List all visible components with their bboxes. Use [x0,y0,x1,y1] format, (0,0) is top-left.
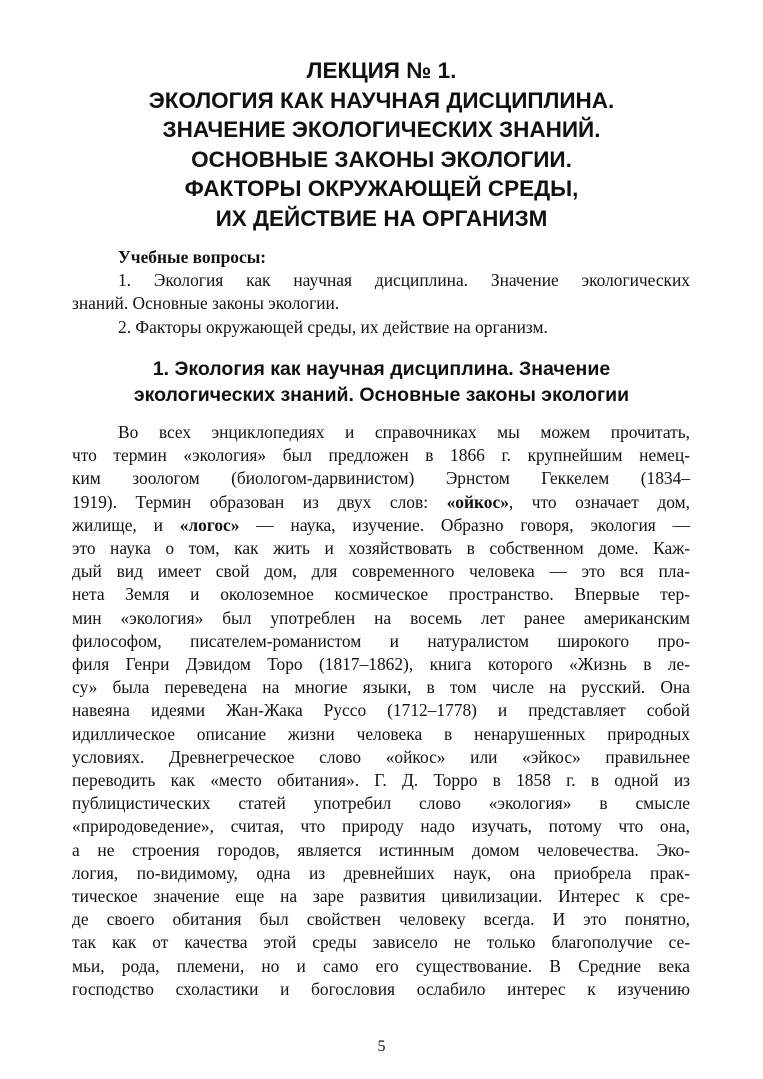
text-line: Во всех энциклопедиях и справочниках мы можем прочитать, [118,422,690,442]
text-run: жилище, и [72,514,180,535]
text-run: 1919). Термин образован из двух слов: [72,491,447,512]
text-line: а не строения городов, является истинным домом человечества. Эко- [72,839,690,860]
text-line: это наука о том, как жить и хозяйствовать в собственном доме. Каж- [72,538,690,559]
text-line: философом, писателем-романистом и натуралистом широкого про- [72,630,690,651]
text-line: «природоведение», считая, что природу надо изучать, потому что она, [72,816,690,837]
study-questions [72,246,690,339]
text-line: де своего обитания был свойствен человеку всегда. И это понятно, [72,909,690,930]
text-line: су» была переведена на многие языки, в том числе на русский. Она [72,677,690,698]
text-line: ким зоологом (биологом-дарвинистом) Эрнстом Геккелем (1834– [72,468,690,489]
text-line: мин «экология» был употреблен на восемь лет ранее американским [72,607,690,628]
section-heading [60,356,703,408]
text-line: идиллическое описание жизни человека в ненарушенных природных [72,723,690,744]
text-line: тическое значение еще на заре развития цивилизации. Интерес к сре- [72,886,690,907]
text-run: , что означает дом, [508,491,690,512]
question-item: 2. Факторы окружающей среды, их действие на организм. [118,316,548,337]
section-heading-line: экологических знаний. Основные законы экологии [133,384,630,406]
title-line: ИХ ДЕЙСТВИЕ НА ОРГАНИЗМ [215,205,548,231]
question-item: 1. Экология как научная дисциплина. Значение экологических [118,270,690,291]
text-line: так как от качества этой среды зависело не только благополучие се- [72,932,690,953]
lecture-title [60,56,703,233]
text-line: навеяна идеями Жан-Жака Руссо (1712–1778) и представляет собой [72,700,690,721]
term-oikos: «ойкос» [446,491,509,512]
title-line: ЭКОЛОГИЯ КАК НАУЧНАЯ ДИСЦИПЛИНА. [148,87,615,113]
text-line: господство схоластики и богословия ослабило интерес к изучению [72,978,690,999]
question-item: знаний. Основные законы экологии. [72,293,340,314]
page-number: 5 [377,1038,386,1055]
text-line: дый вид имеет свой дом, для современного человека — это вся пла- [72,561,690,582]
text-line: мьи, рода, племени, но и само его существование. В Средние века [72,955,690,976]
text-line: переводить как «место обитания». Г. Д. Торро в 1858 г. в одной из [72,770,690,791]
text-line: филя Генри Дэвидом Торо (1817–1862), книга которого «Жизнь в ле- [72,654,690,675]
text-line: логия, по-видимому, одна из древнейших наук, она приобрела прак- [72,862,690,883]
text-line [72,514,690,537]
term-logos: «логос» [179,514,240,535]
text-run: — наука, изучение. Образно говоря, экология — [239,514,690,535]
text-line: условиях. Древнегреческое слово «ойкос» или «эйкос» правильнее [72,746,690,767]
title-line: ЗНАЧЕНИЕ ЭКОЛОГИЧЕСКИХ ЗНАНИЙ. [162,117,601,142]
text-line [72,491,690,514]
title-line: ОСНОВНЫЕ ЗАКОНЫ ЭКОЛОГИИ. [191,146,572,172]
questions-label: Учебные вопросы: [118,247,267,267]
text-line: нета Земля и околоземное космическое пространство. Впервые тер- [72,584,690,605]
body-paragraph [72,421,690,1001]
section-heading-line: 1. Экология как научная дисциплина. Значение [152,358,611,380]
title-line: ФАКТОРЫ ОКРУЖАЮЩЕЙ СРЕДЫ, [184,176,579,201]
text-line: что термин «экология» был предложен в 1866 г. крупнейшим немец- [72,445,690,466]
text-line: публицистических статей употребил слово «экология» в смысле [72,793,690,814]
title-line: ЛЕКЦИЯ № 1. [306,58,457,83]
